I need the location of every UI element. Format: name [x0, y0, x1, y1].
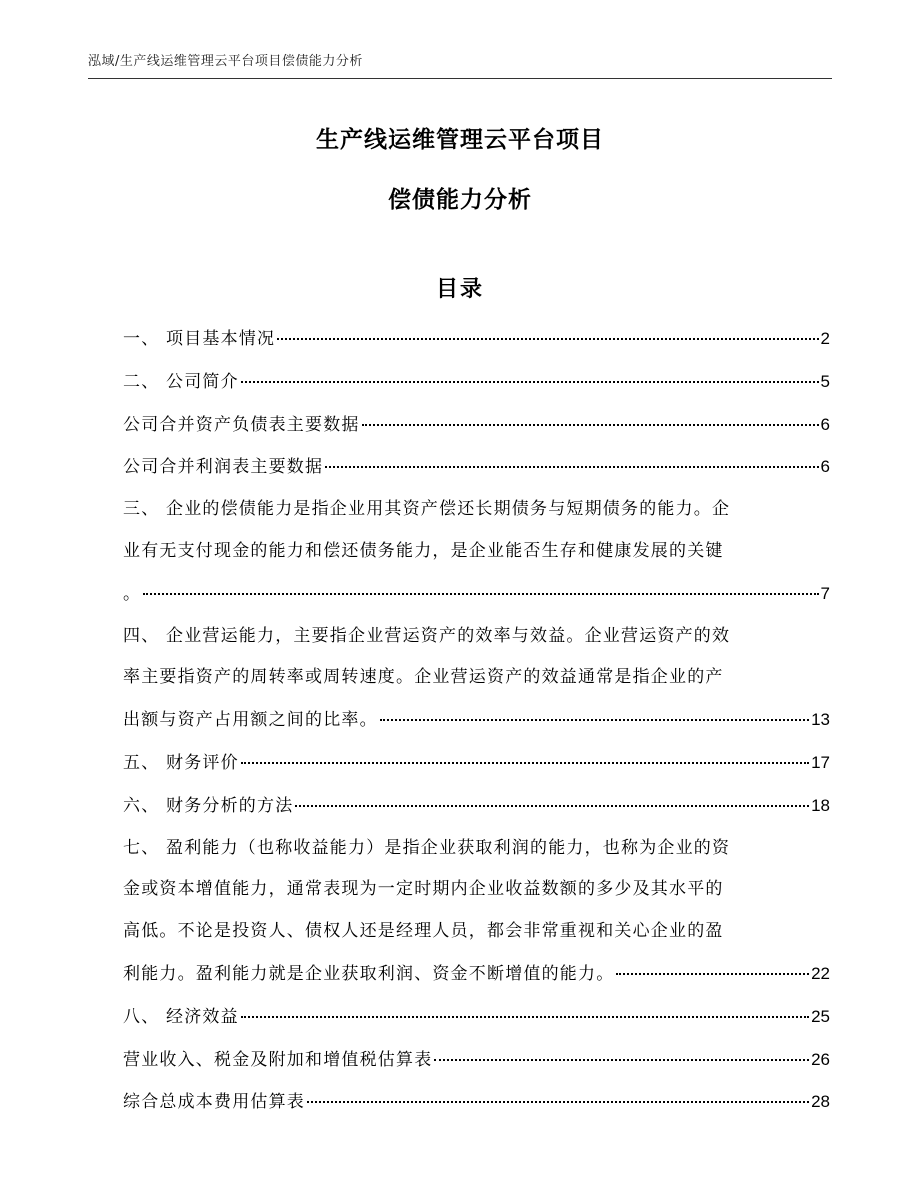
toc-entry-title: 六、 财务分析的方法 — [123, 795, 294, 816]
toc-page-number: 28 — [811, 1092, 830, 1112]
toc-leader-dots — [616, 973, 809, 975]
toc-page-number: 18 — [811, 795, 830, 815]
toc-page-number: 2 — [820, 329, 830, 348]
toc-entry-text-line: 七、 盈利能力（也称收益能力）是指企业获取利润的能力，也称为企业的资 — [123, 837, 731, 858]
toc-leader-dots — [241, 381, 819, 383]
toc-page-number: 6 — [820, 414, 830, 434]
toc-page-number: 7 — [820, 583, 830, 603]
document-title-line-2: 偿债能力分析 — [388, 187, 532, 213]
toc-page-number: 25 — [811, 1006, 830, 1026]
toc-page-number: 22 — [811, 963, 830, 983]
toc-entry[interactable] — [123, 318, 830, 361]
toc-entry-title: 。 — [123, 583, 142, 604]
toc-entry-title: 出额与资产占用额之间的比率。 — [123, 710, 378, 731]
toc-entry-text-line: 业有无支付现金的能力和偿还债务能力，是企业能否生存和健康发展的关键 — [123, 540, 724, 561]
toc-entry-title: 营业收入、税金及附加和增值税估算表 — [123, 1049, 433, 1070]
toc-entry-text-line: 四、 企业营运能力，主要指企业营运资产的效率与效益。企业营运资产的效 — [123, 625, 731, 646]
toc-leader-dots — [362, 424, 819, 426]
toc-page-number: 17 — [811, 752, 830, 772]
toc-entry[interactable] — [123, 361, 830, 404]
document-title-line-1: 生产线运维管理云平台项目 — [316, 127, 604, 153]
toc-entry[interactable] — [123, 828, 830, 996]
toc-entry[interactable] — [123, 446, 830, 489]
toc-page-number: 26 — [811, 1049, 830, 1069]
toc-leader-dots — [325, 466, 818, 468]
toc-entry-text-line: 三、 企业的偿债能力是指企业用其资产偿还长期债务与短期债务的能力。企 — [123, 499, 731, 520]
toc-entry-title: 八、 经济效益 — [123, 1006, 239, 1027]
toc-leader-dots — [380, 719, 809, 721]
toc-entry-title: 公司合并利润表主要数据 — [123, 457, 324, 478]
toc-heading: 目录 — [435, 277, 484, 302]
toc-entry-title: 一、 项目基本情况 — [123, 329, 276, 349]
toc-leader-dots — [307, 1101, 809, 1103]
toc-entry[interactable] — [123, 616, 830, 742]
toc-entry[interactable] — [123, 489, 830, 615]
toc-entry-text-line: 金或资本增值能力，通常表现为一定时期内企业收益数额的多少及其水平的 — [123, 879, 724, 900]
toc-entry[interactable] — [123, 404, 830, 447]
toc-entry[interactable] — [123, 785, 830, 828]
toc-page-number: 5 — [820, 371, 830, 391]
toc-entry[interactable] — [123, 1039, 830, 1082]
toc-entry-title: 利能力。盈利能力就是企业获取利润、资金不断增值的能力。 — [123, 963, 615, 984]
toc-leader-dots — [277, 338, 818, 340]
toc-entry-title: 公司合并资产负债表主要数据 — [123, 414, 360, 435]
header-divider — [88, 78, 832, 79]
toc-leader-dots — [241, 1016, 809, 1018]
running-header: 泓域/生产线运维管理云平台项目偿债能力分析 — [88, 54, 363, 69]
toc-page-number: 13 — [811, 710, 830, 730]
toc-entry-text-line: 率主要指资产的周转率或周转速度。企业营运资产的效益通常是指企业的产 — [123, 667, 724, 688]
toc-entry[interactable] — [123, 742, 830, 785]
toc-entry-title: 五、 财务评价 — [123, 752, 239, 773]
toc-entry[interactable] — [123, 996, 830, 1039]
toc-leader-dots — [241, 762, 809, 764]
toc-leader-dots — [295, 805, 809, 807]
table-of-contents — [123, 318, 830, 1124]
toc-leader-dots — [143, 593, 818, 595]
toc-entry-title: 二、 公司简介 — [123, 371, 239, 392]
toc-entry-title: 综合总成本费用估算表 — [123, 1092, 305, 1113]
toc-entry[interactable] — [123, 1081, 830, 1124]
toc-leader-dots — [434, 1059, 809, 1061]
toc-page-number: 6 — [820, 457, 830, 477]
toc-entry-text-line: 高低。不论是投资人、债权人还是经理人员，都会非常重视和关心企业的盈 — [123, 921, 724, 942]
